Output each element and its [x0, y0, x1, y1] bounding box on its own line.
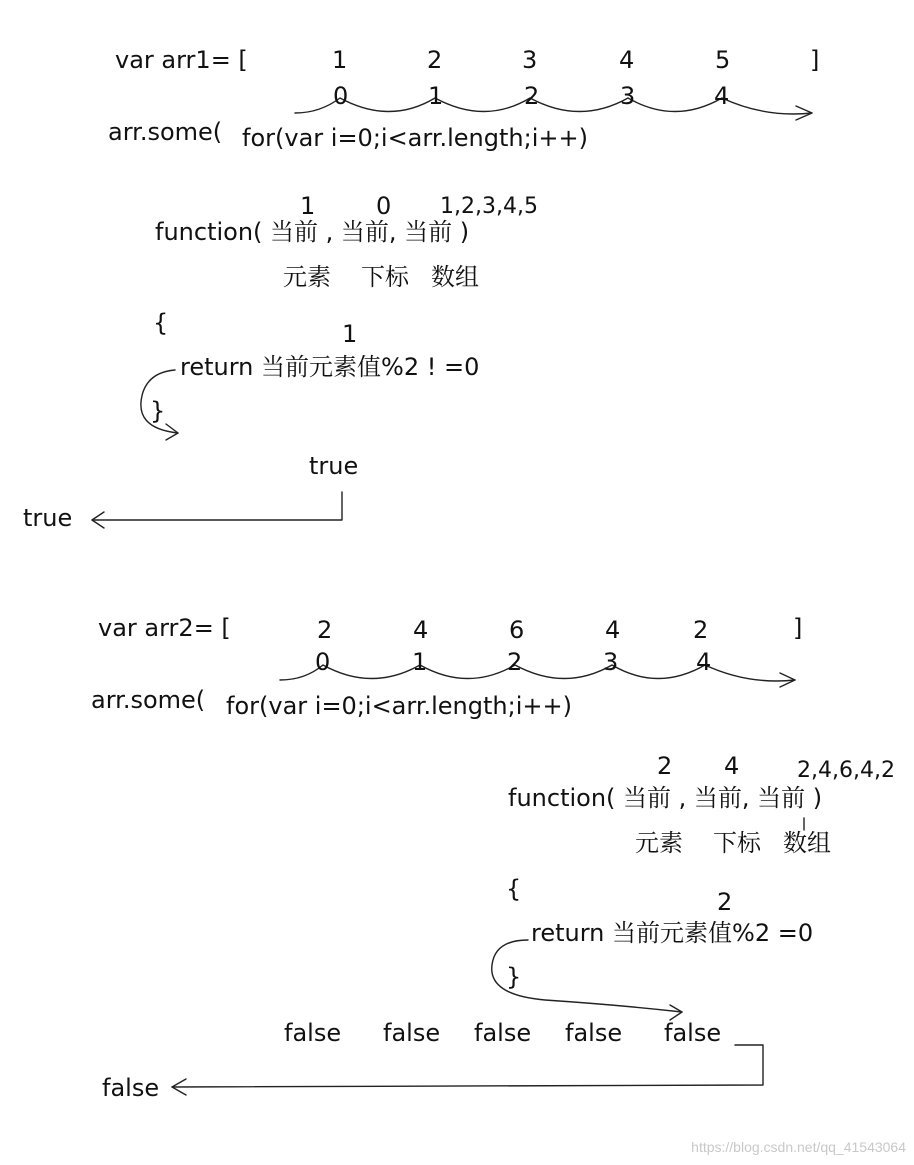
arr1-value: 3	[522, 46, 538, 74]
arr2-param-value-array: 2,4,6,4,2	[797, 758, 895, 783]
result-arrowhead-2	[172, 1079, 186, 1095]
arr2-function-signature: function( 当前 , 当前, 当前 )	[508, 784, 823, 812]
arr1-label-array: 数组	[431, 263, 479, 291]
arr2-value: 4	[413, 616, 429, 644]
arr1-value: 2	[427, 46, 443, 74]
arr1-index: 4	[714, 82, 730, 110]
arr1-current-value: 1	[342, 320, 358, 348]
watermark: https://blog.csdn.net/qq_41543064	[691, 1139, 906, 1155]
arc-arrowhead-1	[796, 106, 812, 120]
arr2-iteration-result: false	[565, 1019, 623, 1047]
arr1-open-brace: {	[153, 309, 169, 337]
arr2-value: 4	[605, 616, 621, 644]
arr1-return-statement: return 当前元素值%2 ! =0	[180, 353, 480, 381]
arr2-some-call: arr.some(	[91, 686, 206, 714]
loop-arrowhead-1	[166, 424, 178, 440]
arr1-index: 1	[428, 82, 444, 110]
result-arrow-1	[92, 492, 342, 520]
arr1-final-result: true	[23, 504, 73, 532]
arr2-index: 0	[315, 648, 331, 676]
arr2-param-value-index: 4	[724, 752, 740, 780]
arr2-param-value-element: 2	[657, 752, 673, 780]
arr1-label-index: 下标	[361, 263, 409, 291]
result-arrow-2	[172, 1045, 763, 1087]
arr1-index: 0	[333, 82, 349, 110]
arr2-label-index: 下标	[713, 829, 761, 857]
arr1-value: 4	[619, 46, 635, 74]
arr2-current-value: 2	[717, 888, 733, 916]
result-arrowhead-1	[92, 512, 104, 528]
arr2-iteration-result: false	[383, 1019, 441, 1047]
arc-arrowhead-2	[780, 673, 795, 687]
arr2-final-result: false	[102, 1074, 160, 1102]
arr1-index: 3	[620, 82, 636, 110]
arr1-some-call: arr.some(	[108, 118, 223, 146]
arr1-param-value-element: 1	[300, 192, 316, 220]
arr1-param-value-array: 1,2,3,4,5	[440, 194, 538, 219]
index-arc-2	[280, 665, 795, 681]
arr1-param-value-index: 0	[376, 192, 392, 220]
arr2-iteration-result: false	[664, 1019, 722, 1047]
arr1-for-loop: for(var i=0;i<arr.length;i++)	[242, 124, 588, 152]
arr1-value: 5	[715, 46, 731, 74]
arr2-iteration-result: false	[474, 1019, 532, 1047]
arr2-close-bracket: ]	[793, 614, 803, 642]
arr1-label-element: 元素	[283, 263, 331, 291]
arr1-inner-result: true	[309, 452, 359, 480]
arr2-for-loop: for(var i=0;i<arr.length;i++)	[226, 692, 572, 720]
arr2-label-element: 元素	[635, 829, 683, 857]
arr2-iteration-result: false	[284, 1019, 342, 1047]
arr1-close-brace: }	[150, 397, 166, 425]
arr2-index: 4	[696, 648, 712, 676]
arr1-close-bracket: ]	[810, 46, 820, 74]
arr2-label-array: 数组	[783, 829, 831, 857]
arr1-index: 2	[524, 82, 540, 110]
arr2-close-brace: }	[506, 963, 522, 991]
arr2-index: 3	[603, 648, 619, 676]
arr2-value: 2	[317, 616, 333, 644]
arr2-declaration: var arr2= [	[98, 614, 231, 642]
arr2-index: 2	[507, 648, 523, 676]
index-arc-1	[295, 98, 812, 114]
arr2-return-statement: return 当前元素值%2 =0	[531, 919, 814, 947]
arr1-value: 1	[332, 46, 348, 74]
arr1-function-signature: function( 当前 , 当前, 当前 )	[155, 218, 470, 246]
arr2-open-brace: {	[506, 875, 522, 903]
arr2-value: 2	[693, 616, 709, 644]
arr1-declaration: var arr1= [	[115, 46, 248, 74]
arr2-value: 6	[509, 616, 525, 644]
arr2-index: 1	[412, 648, 428, 676]
loop-arrowhead-2	[670, 1005, 682, 1020]
